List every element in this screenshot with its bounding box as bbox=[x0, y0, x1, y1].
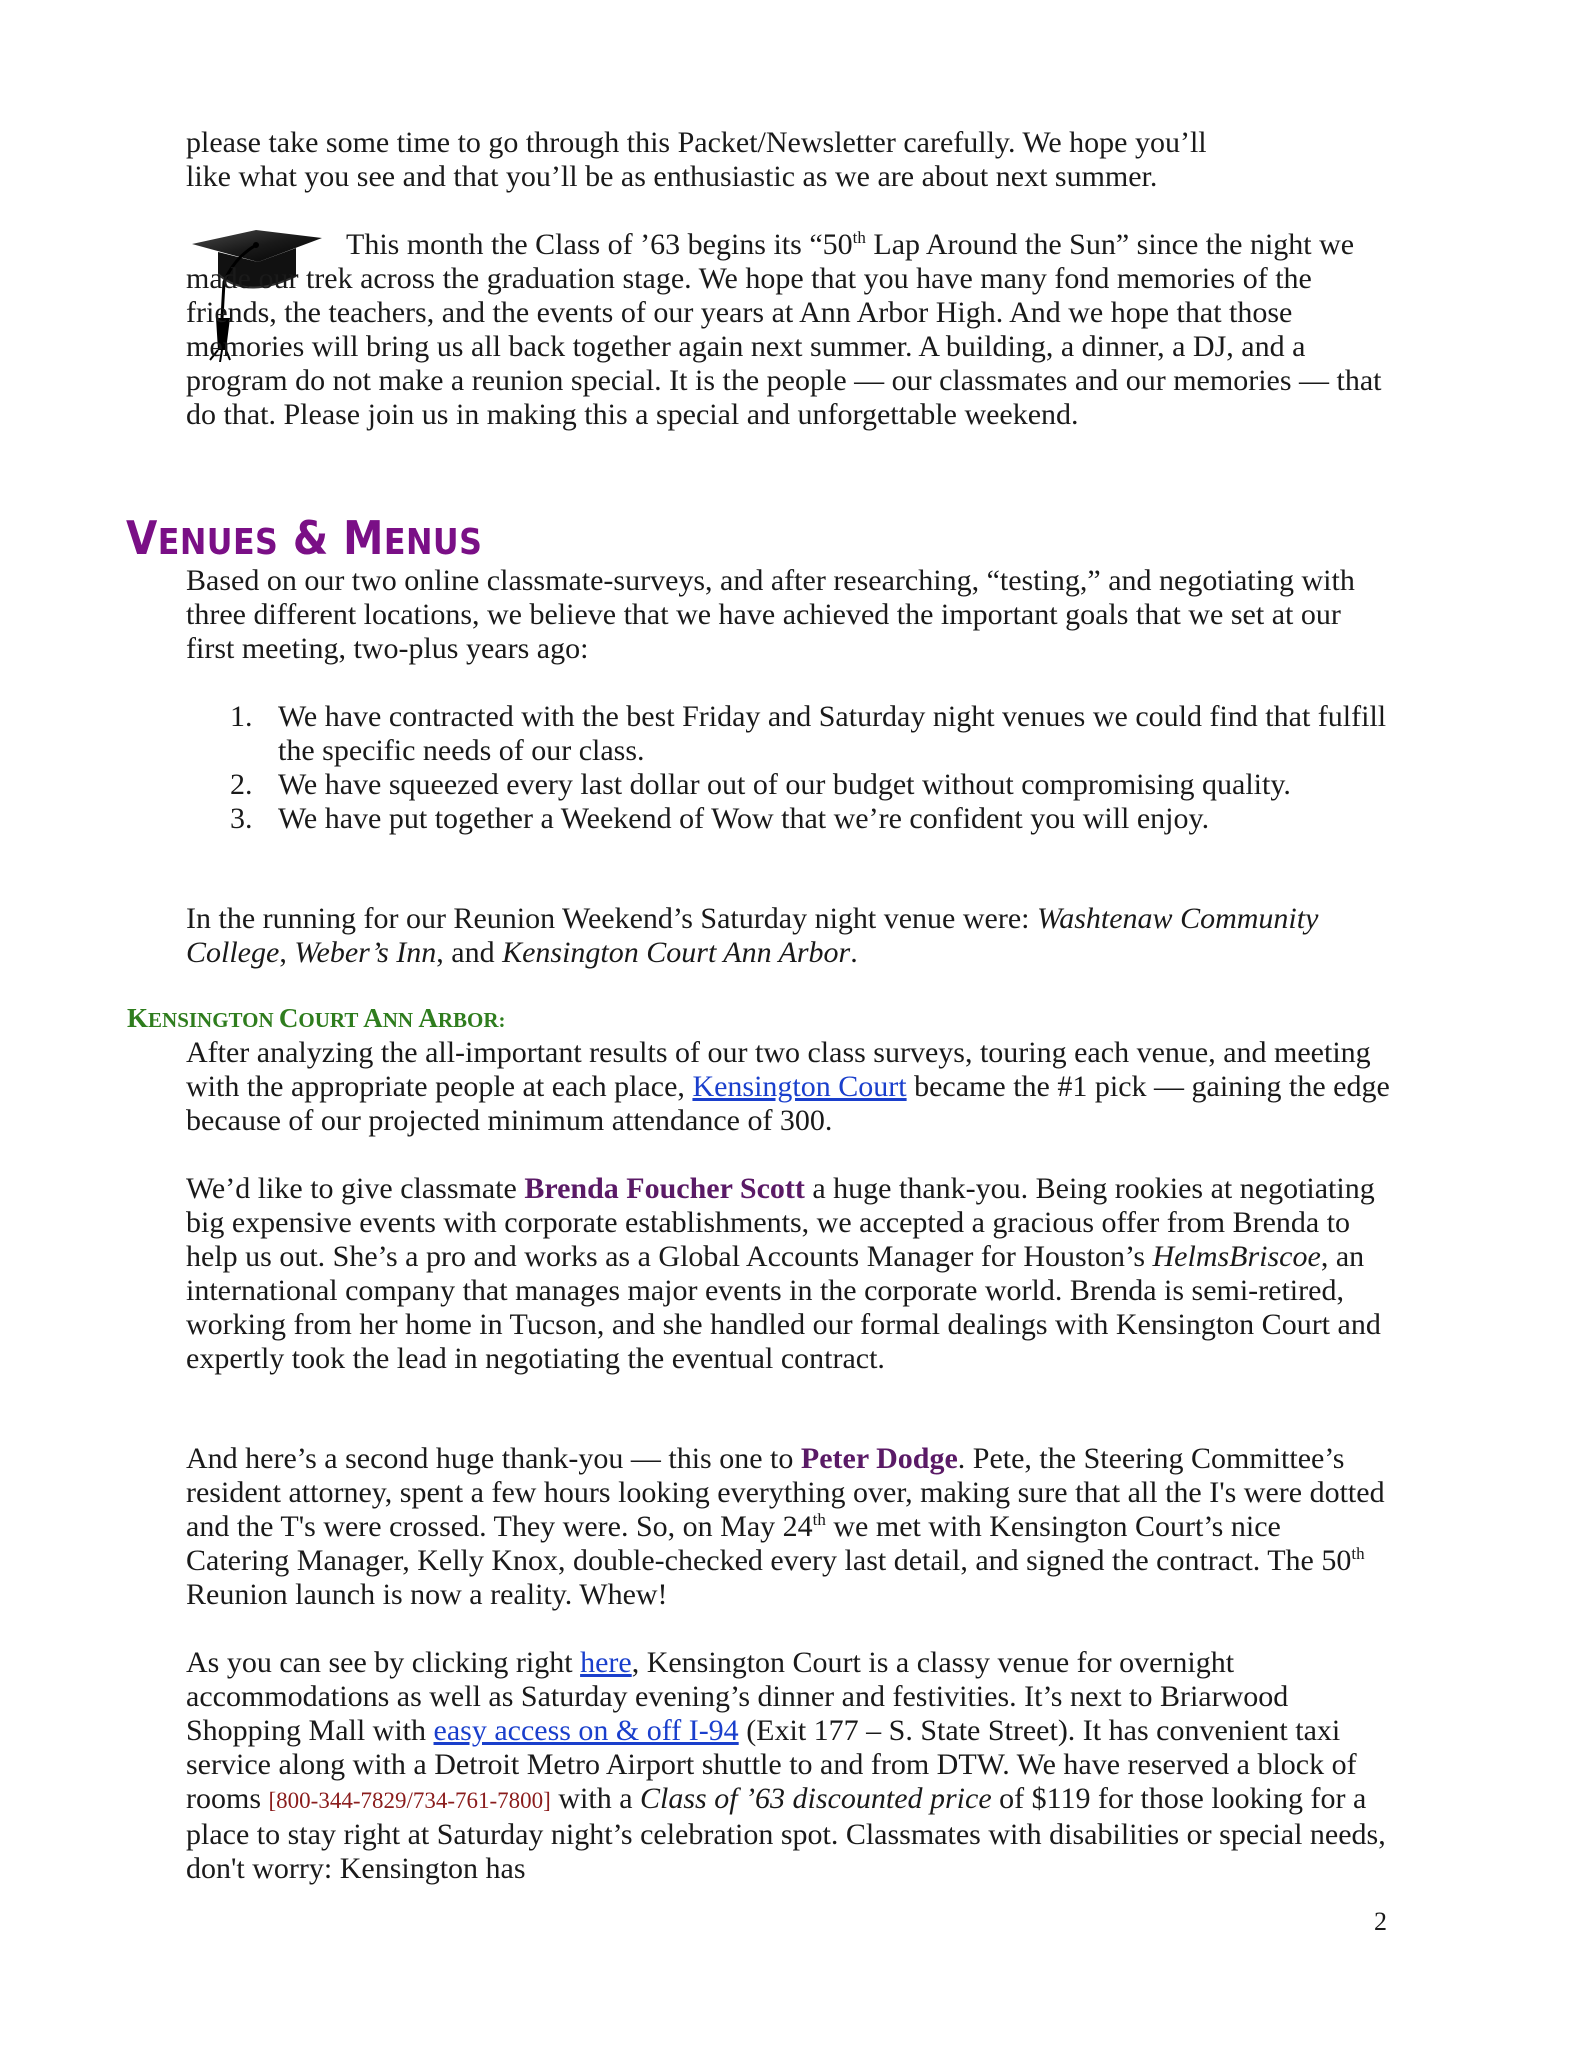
sub-cap: K bbox=[127, 1003, 149, 1033]
k-p4-text-2: , Kensington Court is a classy venue for overnight accommodations as well as Saturday evening’s dinner and festivities. It’s next to Briarwood Shopping Mall with bbox=[186, 1646, 1289, 1747]
venue-wcc: Washtenaw Community College bbox=[186, 902, 1319, 969]
anniversary-sup: th bbox=[852, 228, 866, 247]
kensington-court-link[interactable]: Kensington Court bbox=[692, 1070, 907, 1103]
kensington-paragraph-4 bbox=[186, 1646, 1391, 1886]
goal-item bbox=[186, 700, 1391, 768]
kensington-paragraph-2 bbox=[186, 1172, 1391, 1376]
here-link[interactable]: here bbox=[580, 1646, 632, 1679]
section-heading bbox=[126, 510, 482, 571]
anniversary-text-2: Lap Around the Sun” since the night we made our trek across the graduation stage. We hope that you have many fond memories of the friends, the teachers, and the events of our years at Ann Arbor High. And we hope that those memories will bring us all back together again next summer. A building, a dinner, a DJ, and a program do not make a reunion special. It is the people — our classmates and our memories — that do that. Please join us in making this a special and unforgettable weekend. bbox=[186, 228, 1382, 431]
phone-numbers: [800-344-7829/734-761-7800] bbox=[268, 1788, 551, 1813]
peter-name: Peter Dodge bbox=[800, 1442, 958, 1475]
cap-spacer bbox=[0, 228, 160, 374]
sub-cap: A bbox=[363, 1003, 383, 1033]
heading-part-enues: ENUES bbox=[157, 522, 279, 563]
goal-item bbox=[186, 768, 1391, 802]
goal-item bbox=[186, 802, 1391, 836]
k-p4-text-3: (Exit 177 – S. State Street). It has convenient taxi service along with a Detroit Metro Airport shuttle to and from DTW. We have reserved a block of rooms bbox=[186, 1714, 1357, 1815]
intro-line-2: like what you see and that you’ll be as enthusiastic as we are about next summer. bbox=[186, 160, 1158, 193]
k-p3-text-3: we met with Kensington Court’s nice Catering Manager, Kelly Knox, double-checked every last detail, and signed the contract. The 50 bbox=[186, 1510, 1352, 1577]
venues-running-paragraph bbox=[186, 902, 1391, 970]
goal-number: 1. bbox=[230, 700, 253, 733]
period: . bbox=[850, 936, 858, 969]
sub-cap: C bbox=[278, 1003, 299, 1033]
goal-text: We have contracted with the best Friday and Saturday night venues we could find that fulfill the specific needs of our class. bbox=[278, 700, 1387, 767]
k-p4-text: As you can see by clicking right bbox=[186, 1646, 581, 1679]
k-p3-text-2: . Pete, the Steering Committee’s resident attorney, spent a few hours looking everything over, making sure that all the I's were dotted and the T's were crossed. They were. So, on May 24 bbox=[186, 1442, 1385, 1543]
comma: , bbox=[279, 936, 295, 969]
anniversary-text-1: This month the Class of ’63 begins its “50 bbox=[346, 228, 853, 261]
sub-cap: A bbox=[418, 1003, 438, 1033]
kensington-paragraph-3 bbox=[186, 1442, 1391, 1612]
sub-small: ENSINGTON bbox=[148, 1008, 279, 1032]
sub-small: OURT bbox=[298, 1008, 364, 1032]
venue-kensington: Kensington Court Ann Arbor bbox=[502, 936, 851, 969]
intro-paragraph bbox=[186, 126, 1391, 194]
section-intro bbox=[186, 564, 1391, 666]
heading-part-enus: ENUS bbox=[383, 522, 483, 563]
k-p3-text-4: Reunion launch is now a reality. Whew! bbox=[186, 1578, 668, 1611]
kensington-paragraph-1 bbox=[186, 1036, 1391, 1138]
k-p3-text: And here’s a second huge thank-you — this one to bbox=[186, 1442, 801, 1475]
heading-letter-v: V bbox=[126, 511, 158, 565]
k-p2-text-3: , an international company that manages major events in the corporate world. Brenda is semi-retired, working from her home in Tucson, and she handled our formal dealings with Kensington Court and expertly took the lead in negotiating the eventual contract. bbox=[186, 1240, 1381, 1375]
goal-text: We have squeezed every last dollar out of our budget without compromising quality. bbox=[278, 768, 1291, 801]
brenda-name: Brenda Foucher Scott bbox=[524, 1172, 805, 1205]
goal-text: We have put together a Weekend of Wow that we’re confident you will enjoy. bbox=[278, 802, 1210, 835]
running-text: In the running for our Reunion Weekend’s Saturday night venue were: bbox=[186, 902, 1037, 935]
i94-access-link[interactable]: easy access on & off I-94 bbox=[433, 1714, 739, 1747]
kensington-subheading bbox=[127, 1003, 506, 1035]
anniversary-paragraph bbox=[186, 228, 1391, 432]
and-text: , and bbox=[436, 936, 503, 969]
heading-ampersand: & bbox=[278, 511, 344, 565]
intro-line-1: please take some time to go through this Packet/Newsletter carefully. We hope you’ll bbox=[186, 126, 1207, 159]
heading-letter-m: M bbox=[343, 511, 384, 565]
company-name: HelmsBriscoe bbox=[1152, 1240, 1321, 1273]
goal-number: 2. bbox=[230, 768, 253, 801]
section-intro-text: Based on our two online classmate-surveys, and after researching, “testing,” and negotiating with three different locations, we believe that we have achieved the important goals that we set at our first meeting, two-plus years ago: bbox=[186, 564, 1355, 665]
k-p4-text-4: with a bbox=[550, 1782, 641, 1815]
k-p1-text: After analyzing the all-important results of our two class surveys, touring each venue, and meeting with the appropriate people at each place, bbox=[186, 1036, 1371, 1103]
k-p2-text-2: a huge thank-you. Being rookies at negotiating big expensive events with corporate establishments, we accepted a gracious offer from Brenda to help us out. She’s a pro and works as a Global Accounts Manager for Houston’s bbox=[186, 1172, 1375, 1273]
k-p4-text-5: of $119 for those looking for a place to stay right at Saturday night’s celebration spot. Classmates with disabilities or special needs, don't worry: Kensington has bbox=[186, 1782, 1386, 1885]
sup-th: th bbox=[812, 1510, 826, 1529]
page-number: 2 bbox=[1374, 1907, 1387, 1936]
k-p2-text: We’d like to give classmate bbox=[186, 1172, 525, 1205]
discount-label: Class of ’63 discounted price bbox=[640, 1782, 992, 1815]
goal-number: 3. bbox=[230, 802, 253, 835]
venue-webers: Weber’s Inn bbox=[294, 936, 437, 969]
k-p1-text-2: became the #1 pick — gaining the edge because of our projected minimum attendance of 300. bbox=[186, 1070, 1390, 1137]
sub-small: RBOR: bbox=[437, 1008, 506, 1032]
goals-list bbox=[186, 700, 1391, 836]
sub-small: NN bbox=[382, 1008, 419, 1032]
sup-th: th bbox=[1351, 1544, 1365, 1563]
